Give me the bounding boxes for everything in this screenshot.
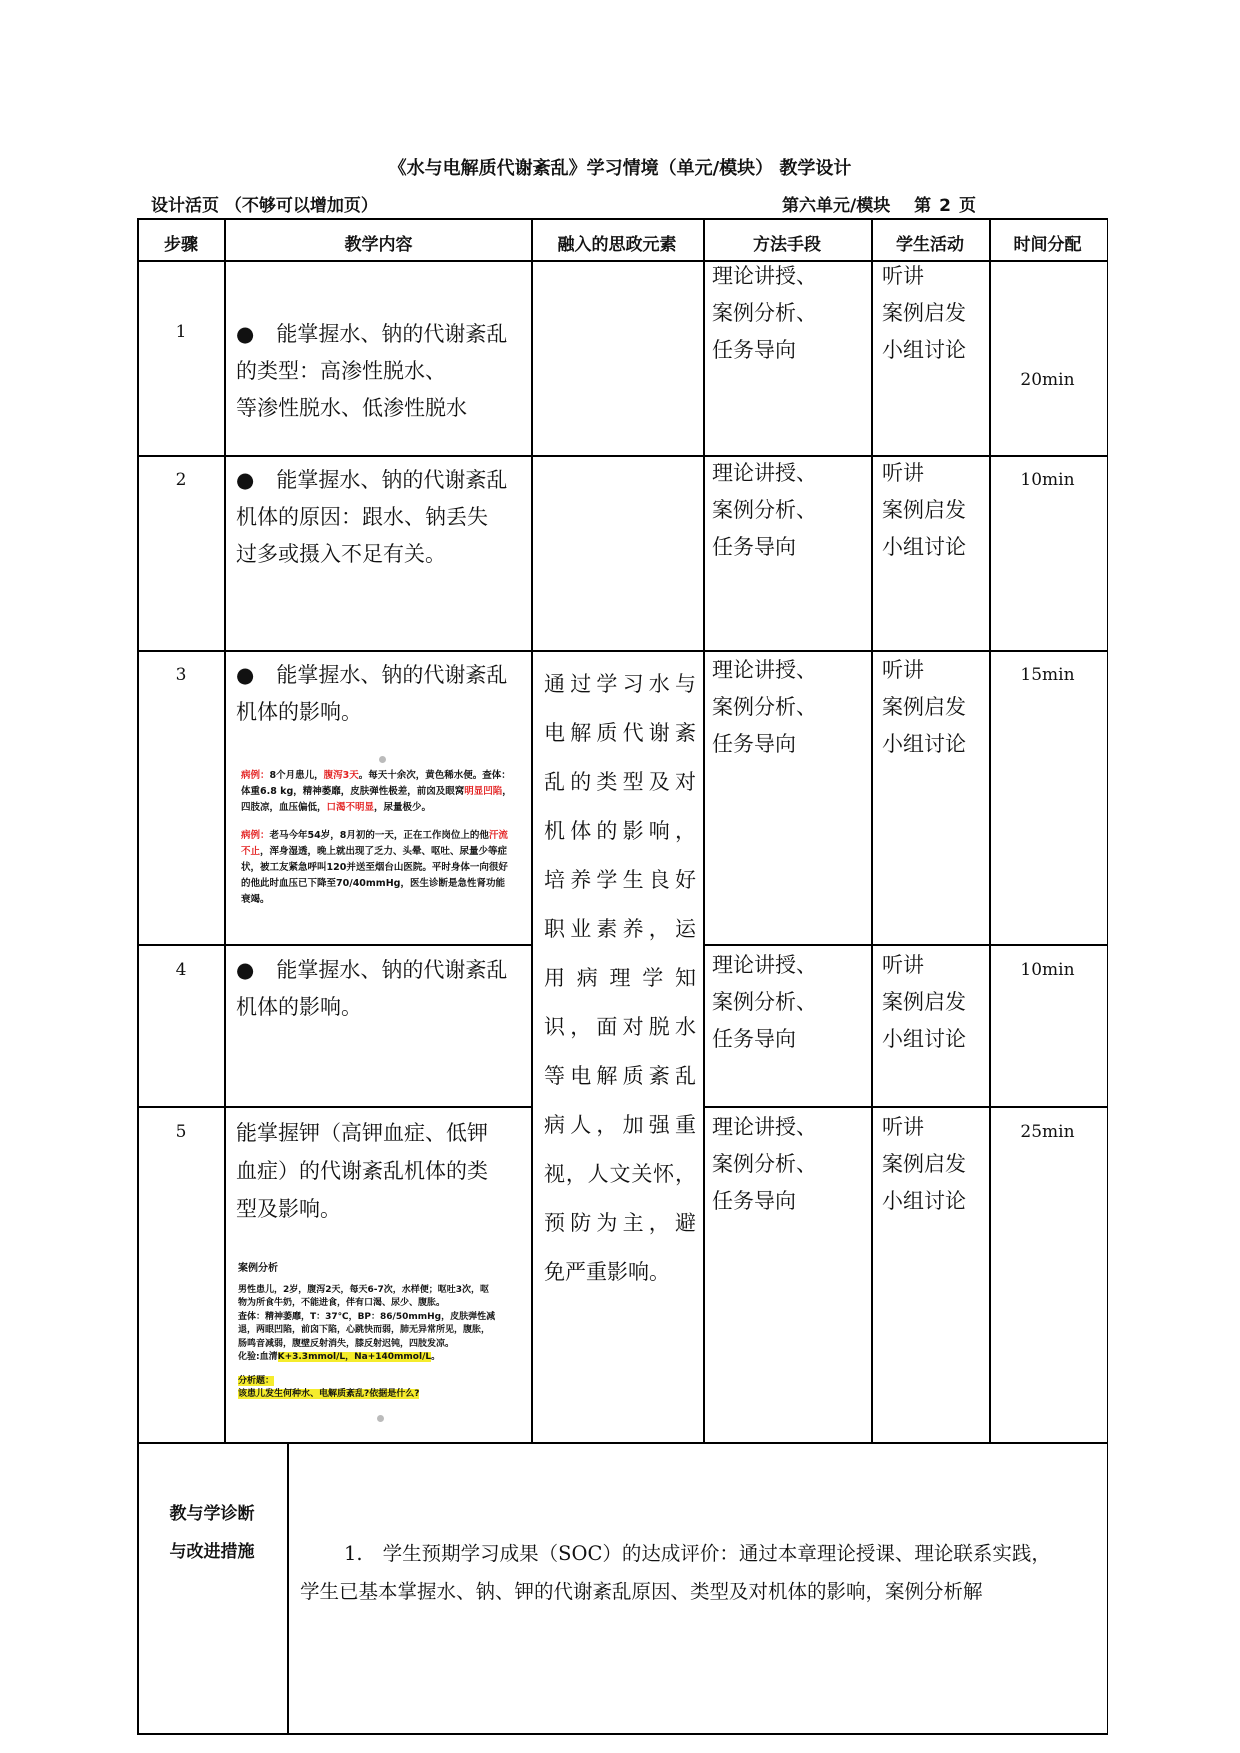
- method-line: 任务导向: [712, 535, 796, 559]
- method-line: 理论讲授、: [712, 461, 817, 485]
- activity-line: 小组讨论: [882, 338, 966, 362]
- time-allocation: 25min: [1020, 1122, 1075, 1142]
- activity-line: 案例启发: [882, 301, 966, 325]
- teaching-content: [236, 952, 526, 1026]
- ideology-line: 识，面对脱水: [544, 1015, 696, 1039]
- method-line: 案例分析、: [712, 1152, 817, 1176]
- method-cell: [712, 652, 872, 763]
- activity-cell: [882, 1109, 992, 1220]
- diagnosis-label: [137, 1495, 287, 1571]
- activity-line: 案例启发: [882, 498, 966, 522]
- diagnosis-text: [300, 1535, 1100, 1611]
- activity-line: 小组讨论: [882, 732, 966, 756]
- step-number: 2: [175, 470, 187, 490]
- method-cell: [712, 1109, 872, 1220]
- page-suffix: 页: [958, 196, 976, 216]
- content-line: 血症）的代谢紊乱机体的类: [236, 1159, 488, 1183]
- activity-line: 听讲: [882, 461, 924, 485]
- document-title: 《水与电解质代谢紊乱》学习情境（单元/模块） 教学设计: [388, 158, 852, 179]
- content-line: 的类型：高渗性脱水、: [236, 359, 446, 383]
- ideology-line: 视，人文关怀，: [544, 1162, 696, 1186]
- teaching-content: [236, 1114, 526, 1228]
- activity-cell: [882, 652, 992, 763]
- activity-line: 案例启发: [882, 1152, 966, 1176]
- activity-line: 听讲: [882, 658, 924, 682]
- col-header-time: 时间分配: [1013, 235, 1082, 255]
- ideology-line: 预防为主，避: [544, 1211, 696, 1235]
- teaching-content: [236, 657, 526, 731]
- ideology-cell: [544, 660, 696, 1297]
- step-number: 5: [175, 1122, 187, 1142]
- resize-handle: [379, 756, 386, 763]
- step-number: 3: [175, 665, 187, 685]
- col-header-step: 步骤: [164, 235, 198, 255]
- ideology-line: 职业素养，运: [544, 917, 696, 941]
- diagnosis-line: 1. 学生预期学习成果（SOC）的达成评价：通过本章理论授课、理论联系实践，: [344, 1542, 1051, 1565]
- ideology-line: 用病理学知: [544, 966, 696, 990]
- content-line: 过多或摄入不足有关。: [236, 542, 446, 566]
- col-header-method: 方法手段: [753, 235, 821, 255]
- page-prefix: 第: [914, 196, 932, 216]
- content-line: 能掌握钾（高钾血症、低钾: [236, 1121, 488, 1145]
- time-allocation: 10min: [1020, 470, 1075, 490]
- method-line: 案例分析、: [712, 498, 817, 522]
- bullet-icon: ●: [236, 468, 255, 492]
- method-line: 案例分析、: [712, 695, 817, 719]
- method-cell: [712, 947, 872, 1058]
- bullet-icon: ●: [236, 958, 255, 982]
- method-line: 任务导向: [712, 338, 796, 362]
- method-line: 任务导向: [712, 1027, 796, 1051]
- case-study-image: 病例：8个月患儿，腹泻3天。每天十余次，黄色稀水便。查体： 体重6.8 kg，精神萎靡，皮肤弹性极差，前囟及眼窝明显凹陷， 四肢凉，血压偏低，口渴不明显，尿量极少。 病例：老马今年54岁，8月初的一天，正在工作岗位上的他汗流 不止，浑身湿透，晚上就出现了乏力、头晕、呕吐、尿量少等症 状，被工友紧急呼叫120并送至烟台山医院。平时身体一向很好 的他此时血压已下降至70/40mmHg，医生诊断是急性肾功能 衰竭。: [241, 766, 523, 938]
- method-line: 案例分析、: [712, 990, 817, 1014]
- activity-line: 听讲: [882, 953, 924, 977]
- activity-line: 案例启发: [882, 990, 966, 1014]
- activity-line: 小组讨论: [882, 1189, 966, 1213]
- method-line: 理论讲授、: [712, 658, 817, 682]
- bullet-icon: ●: [236, 322, 255, 346]
- content-line: 机体的影响。: [236, 995, 362, 1019]
- method-line: 理论讲授、: [712, 953, 817, 977]
- ideology-line: 培养学生良好: [544, 868, 696, 892]
- method-line: 理论讲授、: [712, 1115, 817, 1139]
- ideology-line: 病人，加强重: [544, 1113, 696, 1137]
- col-header-activity: 学生活动: [896, 235, 964, 255]
- method-line: 任务导向: [712, 1189, 796, 1213]
- unit-page-label: [782, 191, 976, 216]
- bullet-icon: ●: [236, 663, 255, 687]
- ideology-line: 通过学习水与: [544, 672, 696, 696]
- activity-line: 听讲: [882, 264, 924, 288]
- resize-handle: [377, 1415, 384, 1422]
- ideology-line: 机体的影响，: [544, 819, 696, 843]
- method-line: 案例分析、: [712, 301, 817, 325]
- content-line: ● 能掌握水、钠的代谢紊乱: [236, 462, 526, 499]
- page-number: 2: [939, 196, 951, 216]
- step-number: 4: [175, 960, 187, 980]
- ideology-line: 乱的类型及对: [544, 770, 696, 794]
- content-line: 机体的原因：跟水、钠丢失: [236, 505, 488, 529]
- content-line: ● 能掌握水、钠的代谢紊乱: [236, 952, 526, 989]
- activity-cell: [882, 455, 992, 566]
- col-header-content: 教学内容: [344, 235, 413, 255]
- unit-label: 第六单元/模块: [782, 196, 891, 216]
- method-line: 任务导向: [712, 732, 796, 756]
- ideology-line: 免严重影响。: [544, 1260, 670, 1284]
- method-cell: [712, 258, 872, 369]
- content-line: 型及影响。: [236, 1197, 341, 1221]
- diagnosis-label-line: 教与学诊断: [169, 1504, 255, 1524]
- method-line: 理论讲授、: [712, 264, 817, 288]
- diagnosis-line: 学生已基本掌握水、钠、钾的代谢紊乱原因、类型及对机体的影响，案例分析解: [300, 1580, 983, 1603]
- ideology-line: 电解质代谢紊: [544, 721, 696, 745]
- time-allocation: 10min: [1020, 960, 1075, 980]
- activity-cell: [882, 258, 992, 369]
- design-sheet-label: 设计活页 （不够可以增加页）: [151, 196, 378, 216]
- activity-line: 小组讨论: [882, 1027, 966, 1051]
- col-header-ideology: 融入的思政元素: [557, 235, 677, 255]
- content-line: 等渗性脱水、低渗性脱水: [236, 396, 467, 420]
- content-line: 机体的影响。: [236, 700, 362, 724]
- method-cell: [712, 455, 872, 566]
- content-line: ● 能掌握水、钠的代谢紊乱: [236, 316, 526, 353]
- content-line: ● 能掌握水、钠的代谢紊乱: [236, 657, 526, 694]
- time-allocation: 20min: [1020, 370, 1075, 390]
- diagnosis-label-line: 与改进措施: [169, 1542, 255, 1562]
- teaching-content: [236, 462, 526, 573]
- step-number: 1: [175, 322, 187, 342]
- ideology-line: 等电解质紊乱: [544, 1064, 696, 1088]
- case-analysis-image: 案例分析 男性患儿，2岁，腹泻2天，每天6-7次，水样便；呕吐3次，呕 物为所食牛奶，不能进食，伴有口渴、尿少、腹胀。 查体：精神萎靡，T：37℃，BP：86/50mmHg，皮肤弹性减 退，两眼凹陷，前囟下陷，心跳快而弱，肺无异常所见，腹胀， 肠鸣音减弱，腹壁反射消失，膝反射迟钝，四肢发凉。 化验:血清K+3.3mmol/L，Na+140mmol/L。 分析题： 该患儿发生何种水、电解质紊乱?依据是什么?: [238, 1262, 528, 1424]
- time-allocation: 15min: [1020, 665, 1075, 685]
- activity-cell: [882, 947, 992, 1058]
- activity-line: 小组讨论: [882, 535, 966, 559]
- activity-line: 听讲: [882, 1115, 924, 1139]
- teaching-content: [236, 316, 526, 427]
- case-title: 案例分析: [238, 1263, 278, 1274]
- activity-line: 案例启发: [882, 695, 966, 719]
